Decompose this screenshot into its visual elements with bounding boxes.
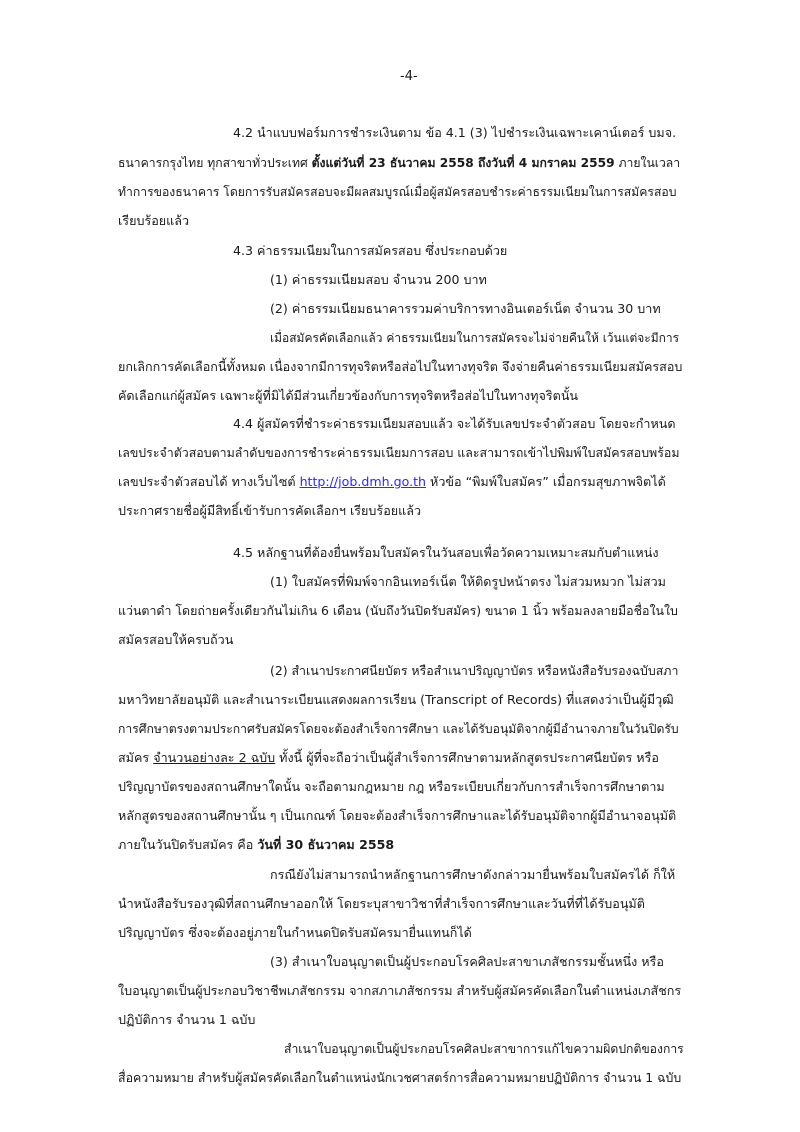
section-4-5-item-2-line-1: (2) สำเนาประกาศนียบัตร หรือสำเนาปริญญาบัตร หรือหนังสือรับรองฉบับสภา — [270, 663, 679, 678]
text-span: ภายในวันปิดรับสมัคร คือ — [118, 837, 258, 852]
website-link[interactable]: http://job.dmh.go.th — [299, 474, 427, 489]
section-4-3-line-5: ยกเลิกการคัดเลือกนี้ทั้งหมด เนื่องจากมีการทุจริตหรือส่อไปในทางทุจริต จึงจ่ายคืนค่าธรรมเนียมสมัครสอบ — [118, 359, 683, 374]
section-4-5-item-3-line-1: (3) สำเนาใบอนุญาตเป็นผู้ประกอบโรคศิลปะสาขาเภสัชกรรมชั้นหนึ่ง หรือ — [270, 954, 664, 969]
section-4-5-item-2-line-2: มหาวิทยาลัยอนุมัติ และสำเนาระเบียนแสดงผลการเรียน (Transcript of Records) ที่แสดงว่าเป็นผู้มีวุฒิ — [118, 692, 674, 707]
text-span: ภายในเวลา — [614, 156, 681, 170]
text-span: หัวข้อ “พิมพ์ใบสมัคร” เมื่อกรมสุขภาพจิตได้ — [426, 474, 666, 489]
section-4-5-item-2-line-3: การศึกษาตรงตามประกาศรับสมัครโดยจะต้องสำเร็จการศึกษา และได้รับอนุมัติจากผู้มีอำนาจภายในวันปิดรับ — [118, 722, 679, 736]
section-4-5-item-3-line-3: ปฏิบัติการ จำนวน 1 ฉบับ — [118, 1012, 256, 1027]
text-span: ทั้งนี้ ผู้ที่จะถือว่าเป็นผู้สำเร็จการศึกษาตามหลักสูตรประกาศนียบัตร หรือ — [275, 750, 659, 765]
page-number: -4- — [400, 69, 418, 84]
section-4-5-item-1-line-1: (1) ใบสมัครที่พิมพ์จากอินเทอร์เน็ต ให้ติดรูปหน้าตรง ไม่สวมหมวก ไม่สวม — [270, 574, 666, 589]
section-4-5-item-2-line-7 — [118, 836, 394, 854]
section-4-3-item-2: (2) ค่าธรรมเนียมธนาคารรวมค่าบริการทางอินเตอร์เน็ต จำนวน 30 บาท — [270, 301, 661, 316]
section-4-3-line-6: คัดเลือกแก่ผู้สมัคร เฉพาะผู้ที่มิได้มีส่วนเกี่ยวข้องกับการทุจริตหรือส่อไปในทางทุจริตนั้น — [118, 388, 579, 403]
section-4-5-item-1-line-3: สมัครสอบให้ครบถ้วน — [118, 632, 234, 647]
section-4-5-item-1-line-2: แว่นตาดำ โดยถ่ายครั้งเดียวกันไม่เกิน 6 เดือน (นับถึงวันปิดรับสมัคร) ขนาด 1 นิ้ว พร้อมลงลายมือชื่อในใบ — [118, 603, 678, 618]
section-4-4-line-4: ประกาศรายชื่อผู้มีสิทธิ์เข้ารับการคัดเลือกฯ เรียบร้อยแล้ว — [118, 503, 422, 518]
section-4-2-line-3: ทำการของธนาคาร โดยการรับสมัครสอบจะมีผลสมบูรณ์เมื่อผู้สมัครสอบชำระค่าธรรมเนียมในการสมัครสอบ — [118, 185, 677, 199]
section-4-5-item-2-line-8: กรณียังไม่สามารถนำหลักฐานการศึกษาดังกล่าวมายื่นพร้อมใบสมัครได้ ก็ให้ — [270, 867, 676, 882]
section-4-3-line-4: เมื่อสมัครคัดเลือกแล้ว ค่าธรรมเนียมในการสมัครจะไม่จ่ายคืนให้ เว้นแต่จะมีการ — [270, 331, 680, 345]
section-4-5-item-2-line-10: ปริญญาบัตร ซึ่งจะต้องอยู่ภายในกำหนดปิดรับสมัครมายื่นแทนก็ได้ — [118, 925, 472, 940]
section-4-2-line-2 — [118, 154, 680, 172]
text-span: ธนาคารกรุงไทย ทุกสาขาทั่วประเทศ — [118, 156, 312, 170]
section-4-5-item-2-line-5: ปริญญาบัตรของสถานศึกษาใดนั้น จะถือตามกฎหมาย กฎ หรือระเบียบเกี่ยวกับการสำเร็จการศึกษาตาม — [118, 779, 665, 794]
section-4-4-line-2: เลขประจำตัวสอบตามลำดับของการชำระค่าธรรมเนียมการสอบ และสามารถเข้าไปพิมพ์ใบสมัครสอบพร้อม — [118, 445, 680, 460]
section-4-3-item-1: (1) ค่าธรรมเนียมสอบ จำนวน 200 บาท — [270, 272, 487, 287]
date-range-bold: ตั้งแต่วันที่ 23 ธันวาคม 2558 ถึงวันที่ 4 มกราคม 2559 — [311, 156, 615, 170]
section-4-2-line-1: 4.2 นำแบบฟอร์มการชำระเงินตาม ข้อ 4.1 (3) ไปชำระเงินเฉพาะเคาน์เตอร์ บมจ. — [233, 125, 677, 140]
section-4-3-line-1: 4.3 ค่าธรรมเนียมในการสมัครสอบ ซึ่งประกอบด้วย — [233, 243, 508, 258]
section-4-5-line-1: 4.5 หลักฐานที่ต้องยื่นพร้อมใบสมัครในวันสอบเพื่อวัดความเหมาะสมกับตำแหน่ง — [233, 545, 659, 560]
text-span: สมัคร — [118, 750, 154, 765]
section-4-2-line-4: เรียบร้อยแล้ว — [118, 213, 190, 228]
text-span: เลขประจำตัวสอบได้ ทางเว็บไซต์ — [118, 474, 300, 489]
section-4-5-item-3-line-2: ใบอนุญาตเป็นผู้ประกอบวิชาชีพเภสัชกรรม จากสภาเภสัชกรรม สำหรับผู้สมัครคัดเลือกในตำแหน่งเภสัชกร — [118, 983, 682, 998]
section-4-4-line-3 — [118, 473, 666, 491]
section-4-5-item-3-line-5: สื่อความหมาย สำหรับผู้สมัครคัดเลือกในตำแหน่งนักเวชศาสตร์การสื่อความหมายปฏิบัติการ จำนวน 1 ฉบับ — [118, 1070, 682, 1085]
section-4-4-line-1: 4.4 ผู้สมัครที่ชำระค่าธรรมเนียมสอบแล้ว จะได้รับเลขประจำตัวสอบ โดยจะกำหนด — [233, 416, 676, 431]
section-4-5-item-2-line-4 — [118, 749, 659, 767]
deadline-bold: วันที่ 30 ธันวาคม 2558 — [257, 837, 395, 852]
section-4-5-item-2-line-9: นำหนังสือรับรองวุฒิที่สถานศึกษาออกให้ โดยระบุสาขาวิชาที่สำเร็จการศึกษาและวันที่ที่ได้รับอนุมัติ — [118, 896, 645, 911]
section-4-5-item-2-line-6: หลักสูตรของสถานศึกษานั้น ๆ เป็นเกณฑ์ โดยจะต้องสำเร็จการศึกษาและได้รับอนุมัติจากผู้มีอำนาจอนุมัติ — [118, 808, 677, 823]
section-4-5-item-3-line-4: สำเนาใบอนุญาตเป็นผู้ประกอบโรคศิลปะสาขาการแก้ไขความผิดปกติของการ — [284, 1042, 684, 1056]
copies-underlined: จำนวนอย่างละ 2 ฉบับ — [153, 750, 276, 765]
